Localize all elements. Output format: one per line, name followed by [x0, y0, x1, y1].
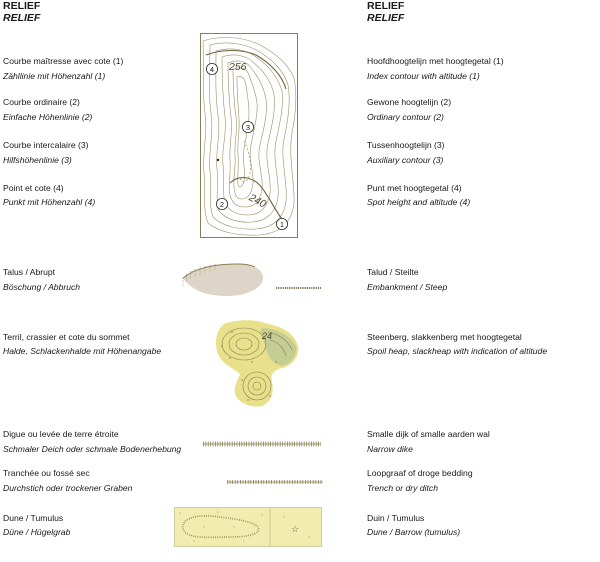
- narrow-dike-en: Narrow dike: [367, 444, 413, 454]
- marker-1-label: 1: [279, 220, 285, 229]
- auxiliary-contour-en: Auxiliary contour (3): [367, 155, 444, 165]
- left-header-subtitle: RELIEF: [3, 12, 41, 24]
- right-header-title: RELIEF: [367, 0, 405, 12]
- right-header-subtitle: RELIEF: [367, 12, 405, 24]
- index-contour-nl: Hoofdhoogtelijn met hoogtegetal (1): [367, 56, 504, 66]
- trench-nl: Loopgraaf of droge bedding: [367, 468, 473, 478]
- spot-height-fr: Point et cote (4): [3, 183, 64, 193]
- spot-height-nl: Punt met hoogtegetal (4): [367, 183, 462, 193]
- spoil-heap-fr: Terril, crassier et cote du sommet: [3, 332, 130, 342]
- spoil-heap-de: Halde, Schlackenhalde mit Höhenangabe: [3, 346, 162, 356]
- dune-de: Düne / Hügelgrab: [3, 527, 71, 537]
- trench-fr: Tranchée ou fossé sec: [3, 468, 90, 478]
- altitude-256-label: 256: [229, 61, 247, 73]
- spoil-heap-symbol: [212, 318, 302, 408]
- auxiliary-contour-fr: Courbe intercalaire (3): [3, 140, 89, 150]
- narrow-dike-fr: Digue ou levée de terre étroite: [3, 429, 119, 439]
- index-contour-fr: Courbe maîtresse avec cote (1): [3, 56, 124, 66]
- narrow-dike-symbol: [200, 438, 324, 450]
- dune-symbol: [174, 507, 322, 547]
- embankment-symbol: [175, 256, 325, 302]
- spoil-heap-en: Spoil heap, slackheap with indication of altitude: [367, 346, 548, 356]
- contour-map-symbol: [200, 33, 298, 238]
- embankment-fr: Talus / Abrupt: [3, 267, 56, 277]
- left-header-title: RELIEF: [3, 0, 41, 12]
- embankment-de: Böschung / Abbruch: [3, 282, 81, 292]
- dune-en: Dune / Barrow (tumulus): [367, 527, 461, 537]
- dune-fr: Dune / Tumulus: [3, 513, 64, 523]
- marker-4-label: 4: [209, 65, 215, 74]
- auxiliary-contour-de: Hilfshöhenlinie (3): [3, 155, 72, 165]
- trench-en: Trench or dry ditch: [367, 483, 439, 493]
- ordinary-contour-fr: Courbe ordinaire (2): [3, 97, 80, 107]
- embankment-en: Embankment / Steep: [367, 282, 448, 292]
- ordinary-contour-nl: Gewone hoogtelijn (2): [367, 97, 452, 107]
- ordinary-contour-de: Einfache Höhenlinie (2): [3, 112, 93, 122]
- marker-2-label: 2: [219, 200, 225, 209]
- index-contour-de: Zähllinie mit Höhenzahl (1): [3, 71, 106, 81]
- spot-height-de: Punkt mit Höhenzahl (4): [3, 197, 96, 207]
- narrow-dike-nl: Smalle dijk of smalle aarden wal: [367, 429, 490, 439]
- altitude-24-label: 24: [262, 331, 273, 341]
- spoil-heap-nl: Steenberg, slakkenberg met hoogtegetal: [367, 332, 522, 342]
- narrow-dike-de: Schmaler Deich oder schmale Bodenerhebung: [3, 444, 182, 454]
- trench-symbol: [225, 476, 325, 488]
- trench-de: Durchstich oder trockener Graben: [3, 483, 133, 493]
- index-contour-en: Index contour with altitude (1): [367, 71, 480, 81]
- marker-3-label: 3: [245, 123, 251, 132]
- altitude-240-label: 240: [246, 191, 269, 211]
- spot-height-en: Spot height and altitude (4): [367, 197, 471, 207]
- tumulus-star-icon: ☆: [290, 524, 300, 534]
- dune-nl: Duin / Tumulus: [367, 513, 425, 523]
- ordinary-contour-en: Ordinary contour (2): [367, 112, 444, 122]
- auxiliary-contour-nl: Tussenhoogtelijn (3): [367, 140, 445, 150]
- embankment-nl: Talud / Steilte: [367, 267, 419, 277]
